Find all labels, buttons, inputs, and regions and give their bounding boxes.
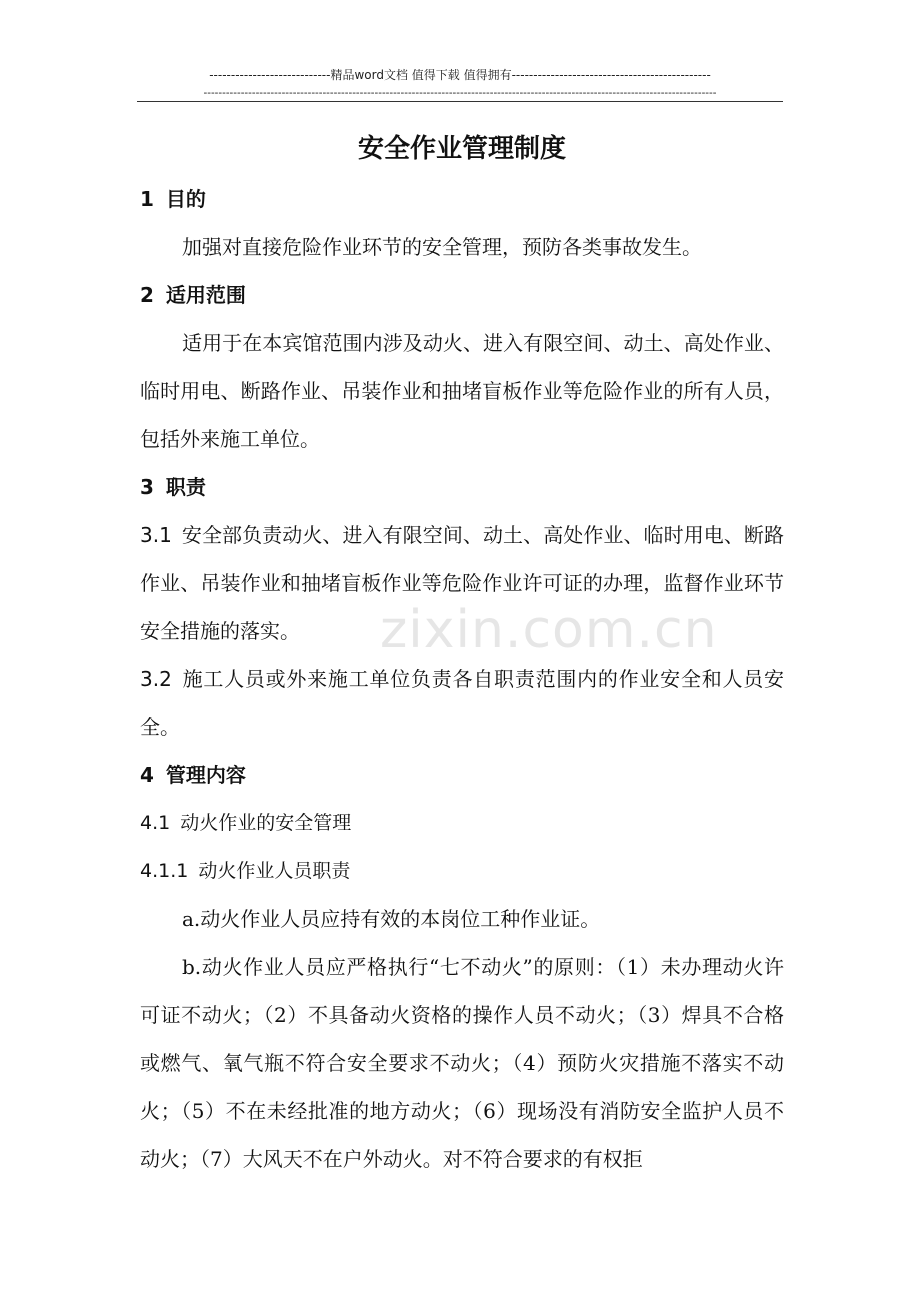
section-heading-management bbox=[140, 751, 784, 799]
watermark-text: zixin.com.cn bbox=[380, 600, 718, 660]
clause-number: 3.1 bbox=[140, 523, 172, 547]
list-item-b: b.动火作业人员应严格执行“七不动火”的原则：（1）未办理动火许可证不动火；（2）不具备动火资格的操作人员不动火；（3）焊具不合格或燃气、氧气瓶不符合安全要求不动火；（4）预防火灾措施不落实不动火；（5）不在未经批准的地方动火；（6）现场没有消防安全监护人员不动火；（7）大风天不在户外动火。对不符合要求的有权拒 bbox=[140, 955, 784, 1171]
clause-number: 4.1.1 bbox=[140, 860, 189, 882]
clause-text: 动火作业的安全管理 bbox=[180, 812, 352, 834]
section-number: 2 bbox=[140, 283, 154, 307]
clause-number: 3.2 bbox=[140, 667, 172, 691]
paragraph-purpose: 加强对直接危险作业环节的安全管理，预防各类事故发生。 bbox=[182, 235, 702, 259]
section-title: 职责 bbox=[165, 475, 206, 499]
section-heading-responsibilities bbox=[140, 463, 784, 511]
document-title: 安全作业管理制度 bbox=[357, 134, 566, 164]
section-heading-purpose bbox=[140, 175, 784, 223]
page-header-banner: ----------------------------精品word文档 值得下载 值得拥有---------------------------------------------- bbox=[209, 68, 711, 82]
section-title: 适用范围 bbox=[165, 283, 246, 307]
list-item-a: a.动火作业人员应持有效的本岗位工种作业证。 bbox=[182, 907, 601, 931]
header-divider bbox=[137, 101, 783, 102]
clause-text: 安全部负责动火、进入有限空间、动土、高处作业、临时用电、断路作业、吊装作业和抽堵盲板作业等危险作业许可证的办理，监督作业环节安全措施的落实。 bbox=[140, 523, 784, 643]
paragraph-3-1 bbox=[140, 511, 784, 655]
clause-text: 施工人员或外来施工单位负责各自职责范围内的作业安全和人员安全。 bbox=[140, 667, 784, 739]
clause-text: 动火作业人员职责 bbox=[198, 860, 351, 882]
subsection-4-1-1 bbox=[140, 847, 784, 895]
section-number: 4 bbox=[140, 763, 154, 787]
section-heading-scope bbox=[140, 271, 784, 319]
section-title: 管理内容 bbox=[165, 763, 246, 787]
document-body bbox=[140, 126, 784, 1183]
section-title: 目的 bbox=[165, 187, 206, 211]
clause-number: 4.1 bbox=[140, 812, 171, 834]
section-number: 3 bbox=[140, 475, 154, 499]
paragraph-scope: 适用于在本宾馆范围内涉及动火、进入有限空间、动土、高处作业、临时用电、断路作业、吊装作业和抽堵盲板作业等危险作业的所有人员，包括外来施工单位。 bbox=[140, 331, 784, 451]
section-number: 1 bbox=[140, 187, 154, 211]
page-header-dashes: ------------------------------------------------------------------------------------------------------------------------------------------ bbox=[203, 86, 717, 99]
paragraph-3-2 bbox=[140, 655, 784, 751]
subsection-4-1 bbox=[140, 799, 784, 847]
